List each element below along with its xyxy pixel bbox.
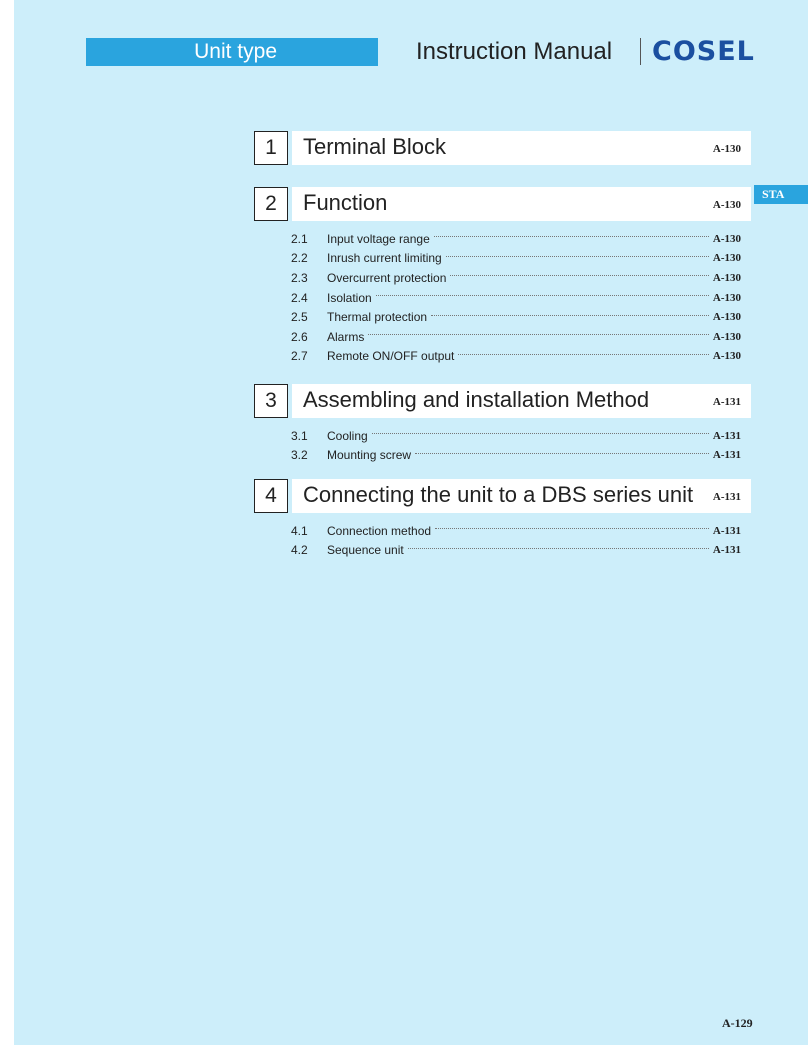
toc-item-page: A-131 (712, 544, 741, 557)
toc-item-number: 4.1 (291, 523, 308, 538)
manual-title: Instruction Manual (416, 38, 613, 65)
section-number: 1 (254, 131, 288, 165)
section-bar (292, 131, 751, 165)
toc-item-label: Sequence unit (327, 543, 404, 558)
toc-item-remote-on-off-output[interactable] (291, 347, 741, 367)
toc-item-input-voltage-range[interactable] (291, 229, 741, 249)
cosel-logo: COSEL (652, 36, 755, 67)
section-number: 4 (254, 479, 288, 513)
connecting-subsection-list (291, 521, 741, 560)
toc-item-sequence-unit[interactable] (291, 541, 741, 561)
toc-item-page: A-130 (712, 291, 741, 304)
toc-item-page: A-130 (712, 252, 741, 265)
sta-side-tab[interactable]: STA (754, 185, 808, 204)
section-page: A-130 (712, 143, 741, 155)
toc-item-label: Cooling (327, 428, 368, 443)
toc-item-page: A-130 (712, 271, 741, 284)
section-title: Connecting the unit to a DBS series unit (303, 482, 694, 507)
toc-item-label: Isolation (327, 290, 372, 305)
leader-dots (434, 236, 709, 237)
toc-item-number: 2.2 (291, 251, 308, 266)
section-connecting-dbs[interactable] (254, 479, 751, 513)
toc-item-page: A-131 (712, 449, 741, 462)
section-bar (292, 384, 751, 418)
section-terminal-block[interactable] (254, 131, 751, 165)
toc-item-isolation[interactable] (291, 288, 741, 308)
toc-item-alarms[interactable] (291, 327, 741, 347)
toc-item-connection-method[interactable] (291, 521, 741, 541)
assembling-subsection-list (291, 426, 741, 465)
section-page: A-131 (712, 491, 741, 503)
toc-item-label: Remote ON/OFF output (327, 349, 455, 364)
toc-item-number: 4.2 (291, 543, 308, 558)
toc-item-label: Input voltage range (327, 231, 430, 246)
leader-dots (415, 453, 709, 454)
toc-item-number: 2.1 (291, 231, 308, 246)
section-function[interactable] (254, 187, 751, 221)
leader-dots (458, 354, 709, 355)
leader-dots (450, 275, 709, 276)
toc-item-overcurrent-protection[interactable] (291, 268, 741, 288)
leader-dots (431, 315, 709, 316)
title-divider (640, 38, 641, 65)
section-page: A-131 (712, 396, 741, 408)
unit-type-banner: Unit type (86, 38, 378, 66)
toc-item-inrush-current-limiting[interactable] (291, 249, 741, 269)
leader-dots (368, 334, 709, 335)
leader-dots (408, 548, 709, 549)
toc-item-label: Alarms (327, 329, 365, 344)
leader-dots (435, 528, 709, 529)
section-number: 2 (254, 187, 288, 221)
section-title: Assembling and installation Method (303, 387, 650, 412)
toc-item-page: A-130 (712, 232, 741, 245)
toc-item-page: A-130 (712, 350, 741, 363)
leader-dots (372, 433, 709, 434)
leader-dots (446, 256, 709, 257)
toc-item-page: A-130 (712, 330, 741, 343)
toc-item-number: 3.1 (291, 428, 308, 443)
toc-item-cooling[interactable] (291, 426, 741, 446)
section-title: Function (303, 190, 388, 215)
toc-item-label: Inrush current limiting (327, 251, 442, 266)
toc-item-page: A-131 (712, 524, 741, 537)
toc-item-label: Connection method (327, 523, 432, 538)
section-title: Terminal Block (303, 134, 447, 159)
toc-item-number: 2.3 (291, 270, 308, 285)
toc-item-page: A-131 (712, 429, 741, 442)
section-bar (292, 187, 751, 221)
toc-item-number: 2.4 (291, 290, 308, 305)
toc-item-number: 2.7 (291, 349, 308, 364)
section-number: 3 (254, 384, 288, 418)
toc-item-number: 3.2 (291, 448, 308, 463)
leader-dots (376, 295, 709, 296)
toc-item-number: 2.6 (291, 329, 308, 344)
toc-item-thermal-protection[interactable] (291, 307, 741, 327)
function-subsection-list (291, 229, 741, 366)
toc-item-label: Overcurrent protection (327, 270, 447, 285)
toc-item-label: Mounting screw (327, 448, 412, 463)
section-assembling-installation[interactable] (254, 384, 751, 418)
toc-item-mounting-screw[interactable] (291, 446, 741, 466)
toc-item-number: 2.5 (291, 310, 308, 325)
section-page: A-130 (712, 199, 741, 211)
toc-item-label: Thermal protection (327, 310, 428, 325)
toc-item-page: A-130 (712, 311, 741, 324)
footer-page-number: A-129 (722, 1016, 753, 1030)
section-bar (292, 479, 751, 513)
